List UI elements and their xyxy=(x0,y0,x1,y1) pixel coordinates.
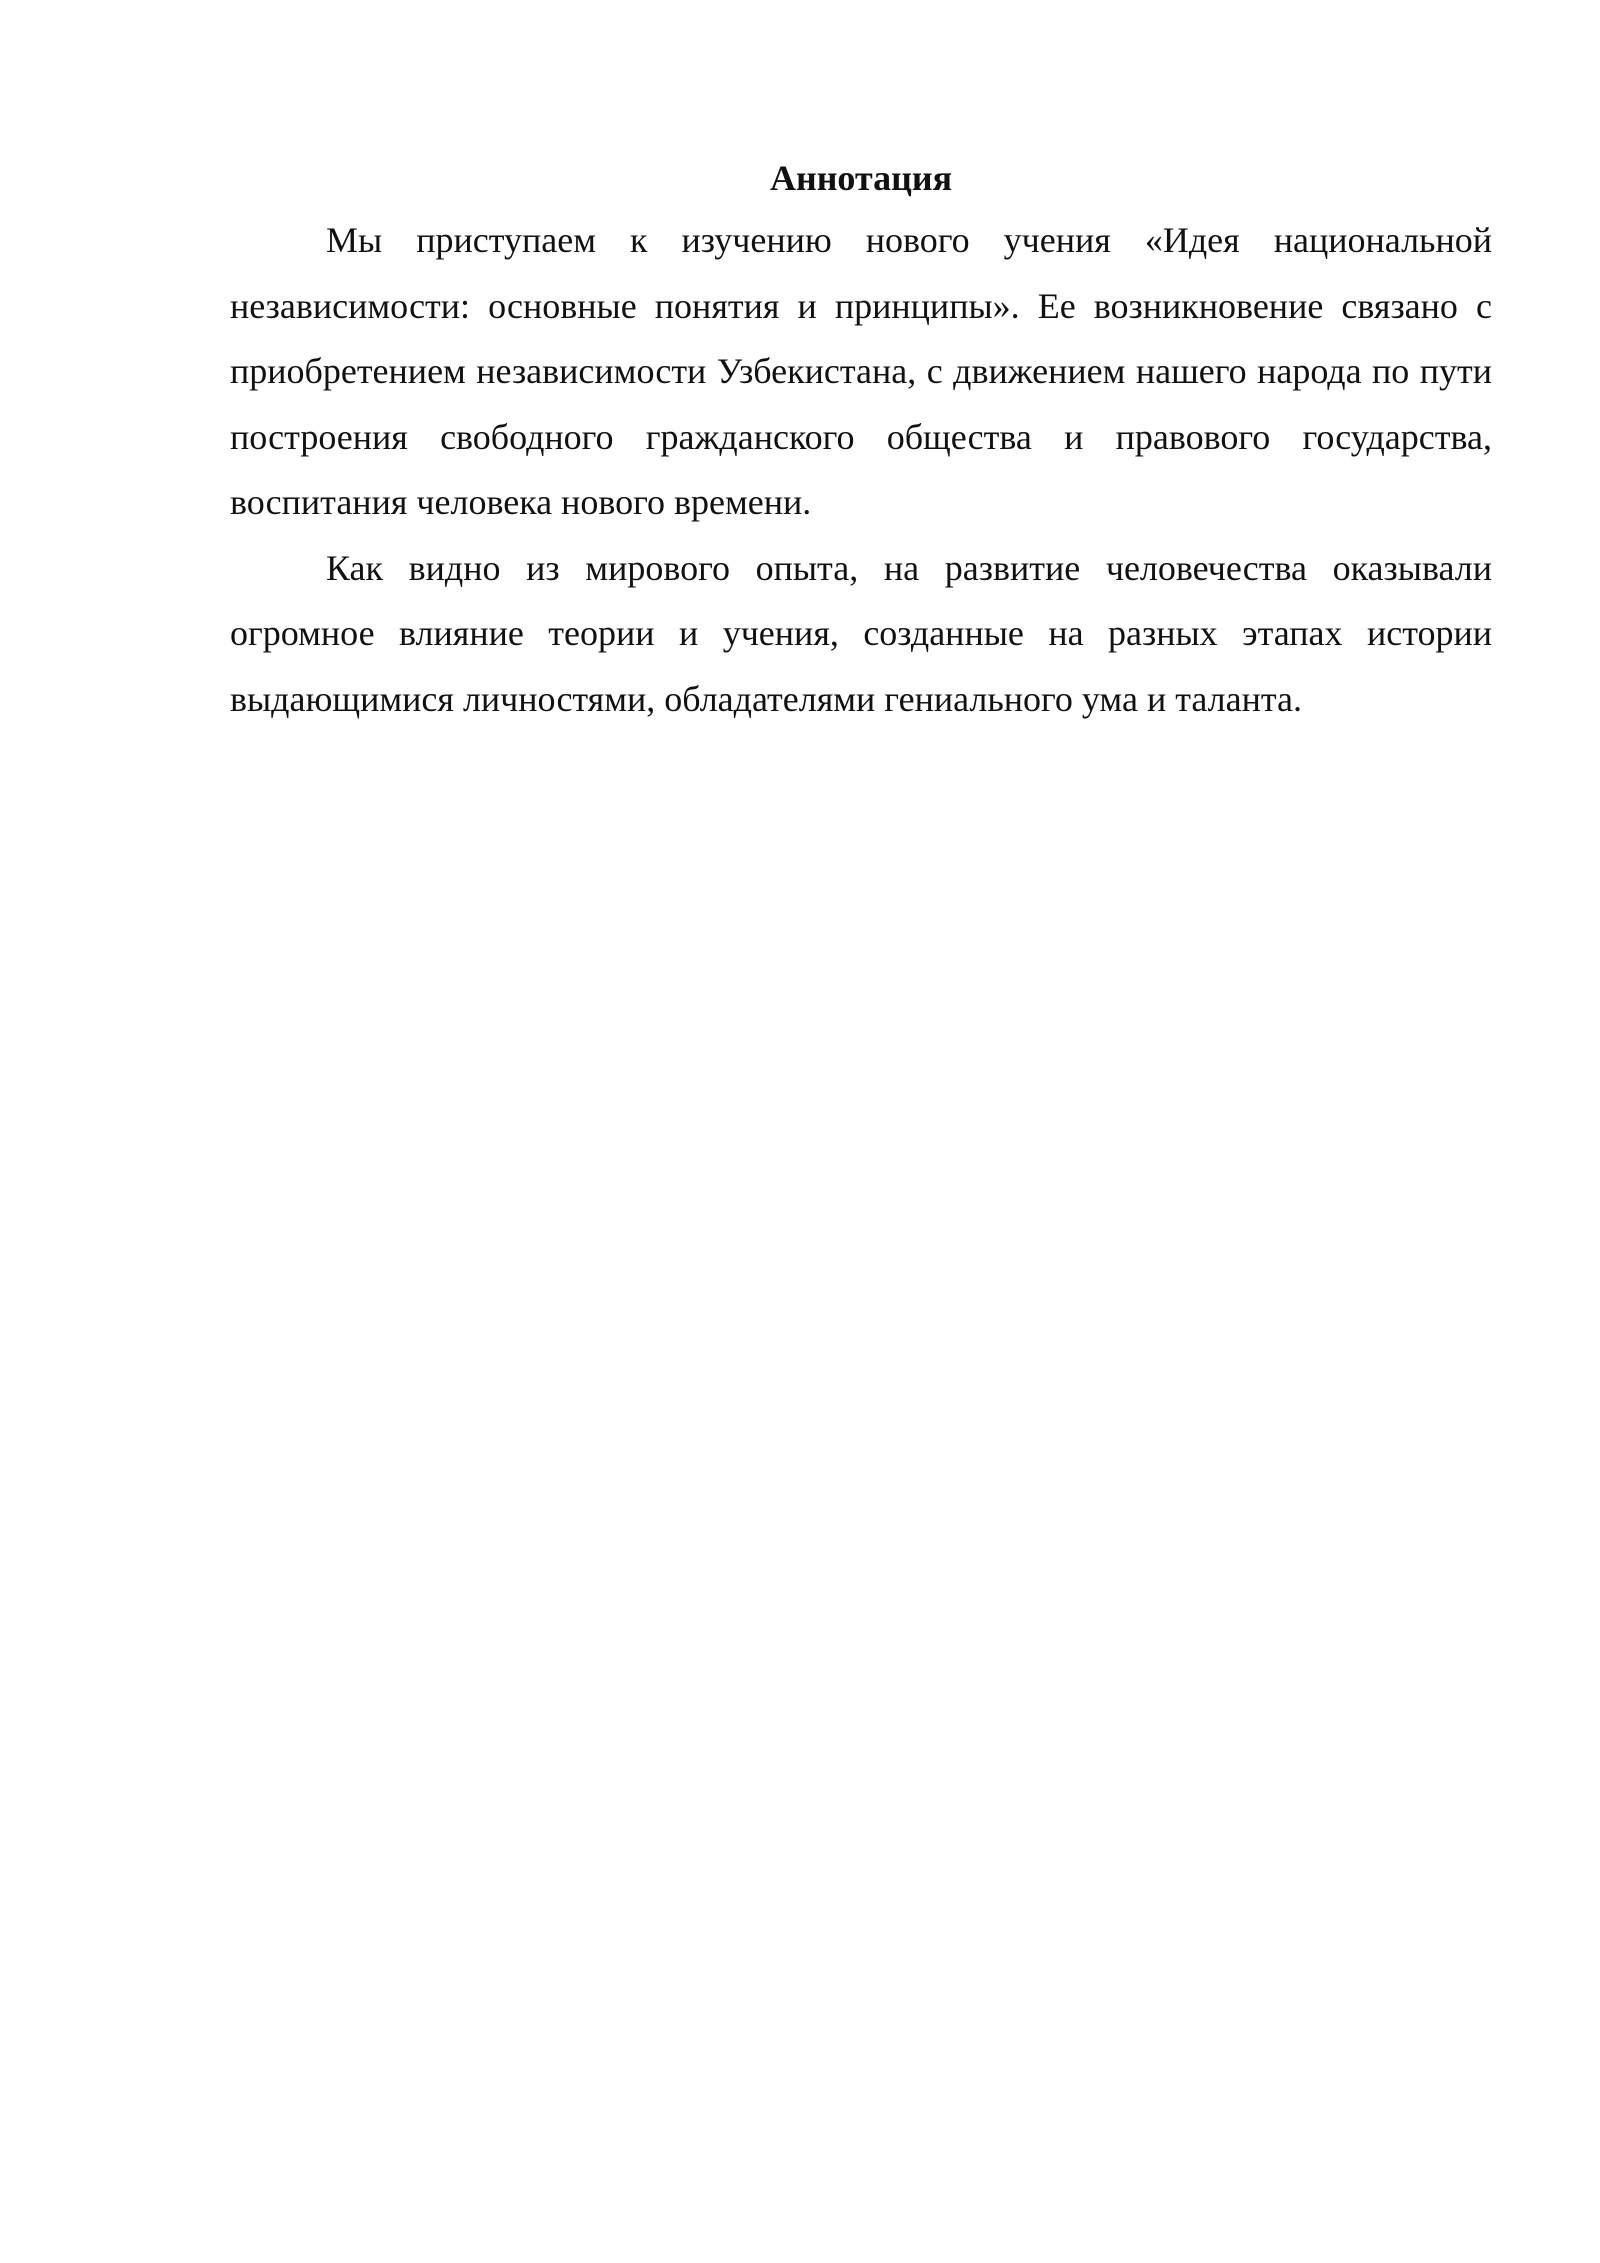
document-body xyxy=(230,148,1492,732)
paragraph-world-experience: Как видно из мирового опыта, на развитие человечества оказывали огромное влияние теории и учения, созданные на разных этапах истории выдающимися личностями, обладателями гениального ума и таланта. xyxy=(230,547,1492,719)
paragraph-intro: Мы приступаем к изучению нового учения «Идея национальной независимости: основные понятия и принципы». Ее возникновение связано с приобретением независимости Узбекистана, с движением нашего народа по пути построения свободного гражданского общества и правового государства, воспитания человека нового времени. xyxy=(230,220,1492,522)
page-title: Аннотация xyxy=(769,158,953,198)
